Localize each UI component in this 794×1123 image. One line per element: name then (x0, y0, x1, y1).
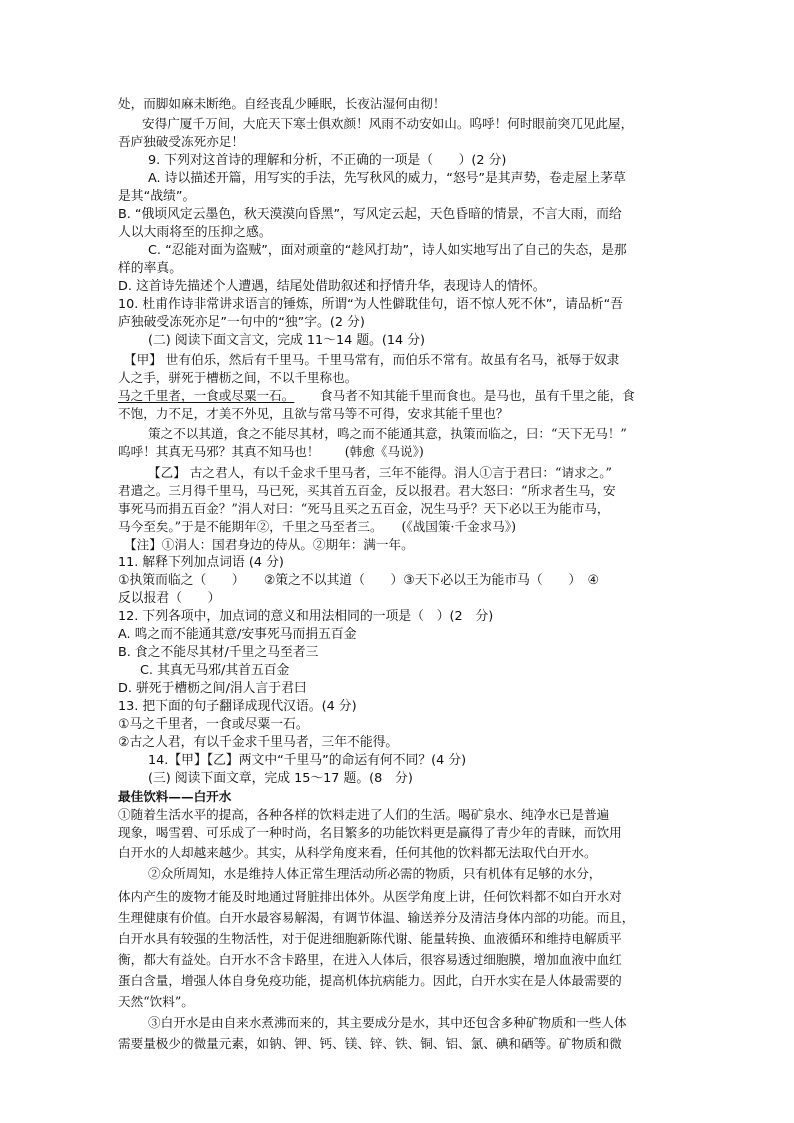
text-line: ①执策而临之（ ） ②策之不以其道（ ）③天下必以王为能市马（ ） ④ (118, 573, 599, 588)
text-line: 处，而脚如麻未断绝。自经丧乱少睡眠，长夜沾湿何由彻！ (118, 96, 446, 111)
paragraph-3: ③白开水是由自来水煮沸而来的，其主要成分是水，其中还包含多种矿物质和一些人体 (148, 1015, 627, 1030)
text-line: 白开水的人却越来越少。其实，从科学角度来看，任何其他的饮料都无法取代白开水。 (118, 845, 597, 860)
text-line: 现象，喝雪碧、可乐成了一种时尚，名目繁多的功能饮料更是赢得了青少年的青睐，而饮用 (118, 825, 622, 840)
paragraph-1: ①随着生活水平的提高，各种各样的饮料走进了人们的生活。喝矿泉水、纯净水已是普遍 (118, 807, 610, 822)
passage-yi: 【乙】 古之君人，有以千金求千里马者，三年不能得。涓人①言于君曰：“请求之。” (148, 465, 612, 480)
text-line: 衡，都大有益处。白开水不含卡路里，在进入人体后，很容易透过细胞膜，增加血液中血红 (118, 952, 622, 967)
text-line: 天然“饮料”。 (118, 994, 194, 1009)
option-a: A. 诗以描述开篇，用写实的手法，先写秋风的威力，“怒号”是其声势，卷走屋上茅草 (148, 171, 626, 186)
text-line: 是其“战绩”。 (118, 189, 196, 204)
underlined-sentence: 马之千里者，一食或尽粟一石。 (118, 388, 295, 403)
annotation: 【注】①涓人：国君身边的侍从。②期年：满一年。 (124, 537, 414, 552)
option-a: A. 鸣之而不能通其意/安事死马而捐五百金 (118, 627, 357, 642)
section-heading: (三) 阅读下面文章，完成 15～17 题。(8 分) (148, 771, 413, 786)
text-line: 反以报君（ ） (118, 591, 221, 606)
option-b: B. 食之不能尽其材/千里之马至者三 (118, 645, 319, 660)
text-line: 人以大雨将至的压抑之感。 (118, 225, 272, 240)
passage-jia: 【甲】 世有伯乐，然后有千里马。千里马常有，而伯乐不常有。故虽有名马，祇辱于奴隶 (124, 352, 620, 367)
option-c: C. “忍能对面为盗贼”，面对顽童的“趁风打劫”，诗人如实地写出了自己的失态，是那 (148, 243, 627, 258)
text-line: 生理健康有价值。白开水最容易解渴，有调节体温、输送养分及清洁身体内部的功能。而且， (118, 910, 635, 925)
text-line: 马今至矣。”于是不能期年②，千里之马至者三。 (《战国策·千金求马》) (118, 519, 517, 534)
text-line: 吾庐独破受冻死亦足！ (118, 134, 244, 149)
text-line: ①马之千里者，一食或尽粟一石。 (118, 717, 309, 732)
text-line: 君遣之。三月得千里马，马已死，买其首五百金，反以报君。君大怒曰：“所求者生马，安 (118, 483, 616, 498)
question-11: 11. 解释下列加点词语 (4 分) (118, 555, 284, 570)
article-title: 最佳饮料——白开水 (118, 789, 232, 804)
question-13: 13. 把下面的句子翻译成现代汉语。(4 分) (118, 699, 357, 714)
question-9: 9. 下列对这首诗的理解和分析，不正确的一项是（ ）(2 分) (148, 153, 507, 168)
text-line: 庐独破受冻死亦足”一句中的“独”字。(2 分) (118, 315, 365, 330)
text-line: ②古之人君，有以千金求千里马者，三年不能得。 (118, 735, 399, 750)
text-line: 策之不以其道，食之不能尽其材，鸣之而不能通其意，执策而临之，曰：“天下无马！” (148, 426, 627, 441)
text-line: 人之手，骈死于槽枥之间，不以千里称也。 (118, 370, 358, 385)
text-line: 食马者不知其能千里而食也。是马也，虽有千里之能，食 (320, 388, 635, 403)
option-d: D. 这首诗先描述个人遭遇，结尾处借助叙述和抒情升华，表现诗人的情怀。 (118, 279, 546, 294)
section-heading: (二) 阅读下面文言文，完成 11～14 题。(14 分) (148, 333, 426, 348)
text-line: 呜呼！其真无马邪？其真不知马也！ (韩愈《马说》) (118, 444, 424, 459)
text-line: 需要量极少的微量元素，如钠、钾、钙、镁、锌、铁、铜、铝、氯、碘和硒等。矿物质和微 (118, 1036, 622, 1051)
paragraph-2: ②众所周知，水是维持人体正常生理活动所必需的物质，只有机体有足够的水分， (148, 866, 602, 881)
text-line: 事死马而捐五百金？”涓人对曰：“死马且买之五百金，况生马乎？天下必以王为能市马， (118, 501, 610, 516)
text-line: 安得广厦千万间，大庇天下寒士俱欢颜！风雨不动安如山。呜呼！何时眼前突兀见此屋， (142, 116, 634, 131)
question-10: 10. 杜甫作诗非常讲求语言的锤炼，所谓“为人性僻耽佳句，语不惊人死不休”，请品析“吾 (118, 297, 623, 312)
question-14: 14.【甲】【乙】两文中“千里马”的命运有何不同？(4 分) (148, 753, 467, 768)
option-b: B. “俄顷风定云墨色，秋天漠漠向昏黑”，写风定云起，天色昏暗的情景，不言大雨，而给 (118, 207, 622, 222)
option-d: D. 骈死于槽枥之间/涓人言于君曰 (118, 681, 307, 696)
text-line: 体内产生的废物才能及时地通过肾脏排出体外。从医学角度上讲，任何饮料都不如白开水对 (118, 889, 622, 904)
text-line: 不饱，力不足，才美不外见，且欲与常马等不可得，安求其能千里也？ (118, 406, 509, 421)
question-12: 12. 下列各项中，加点词的意义和用法相同的一项是（ ）(2 分) (118, 609, 494, 624)
text-line: 蛋白含量，增强人体自身免疫功能，提高机体抗病能力。因此，白开水实在是人体最需要的 (118, 973, 622, 988)
option-c: C. 其真无马邪/其首五百金 (140, 663, 290, 678)
text-line: 样的率真。 (118, 261, 182, 276)
text-line: 白开水具有较强的生物活性，对于促进细胞新陈代谢、能量转换、血液循环和维持电解质平 (118, 931, 622, 946)
